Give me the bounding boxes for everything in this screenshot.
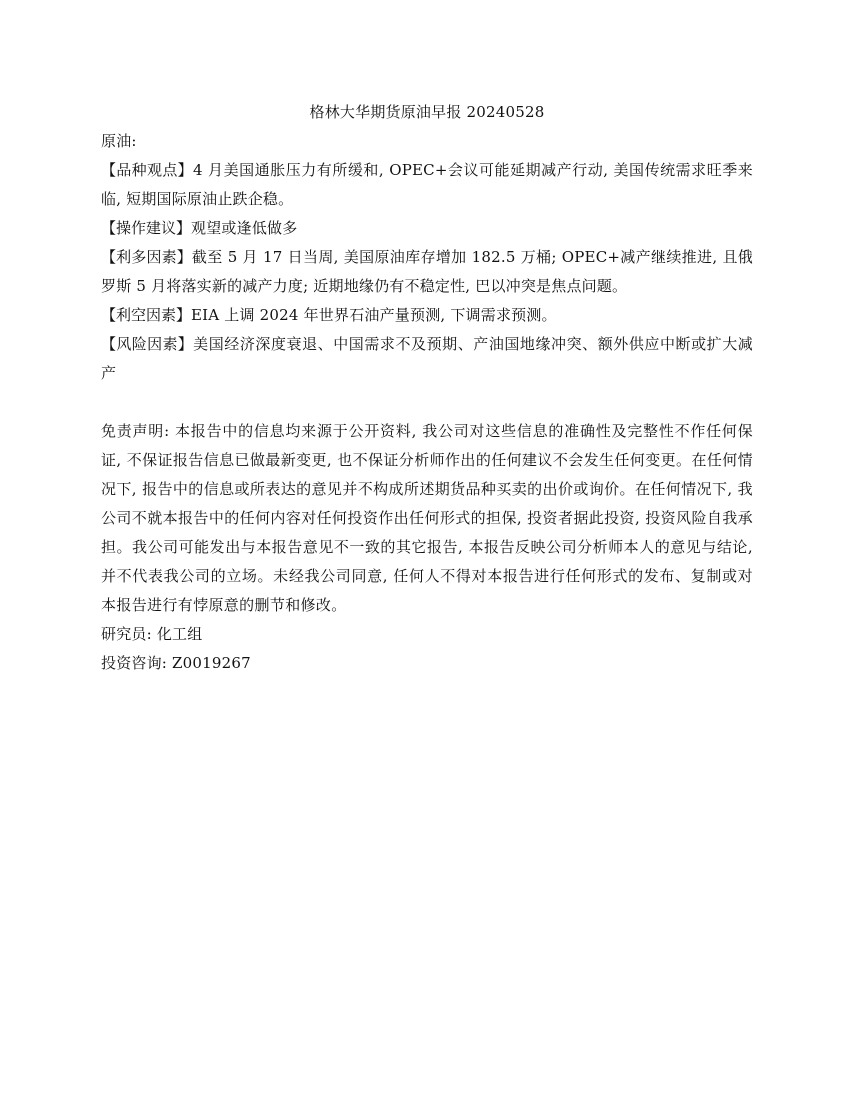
item-label: 【利多因素】 <box>101 248 192 266</box>
item-text: 美国经济深度衰退、中国需求不及预期、产油国地缘冲突、额外供应中断或扩大减产 <box>101 335 753 382</box>
consultation-line: 投资咨询: Z0019267 <box>101 654 251 672</box>
item-label: 【利空因素】 <box>101 306 192 324</box>
item-text: 观望或逢低做多 <box>191 219 298 237</box>
report-title: 格林大华期货原油早报 20240528 <box>309 103 545 121</box>
item-text: EIA 上调 2024 年世界石油产量预测, 下调需求预测。 <box>191 306 557 324</box>
document-body <box>101 98 753 678</box>
section-heading: 原油: <box>101 132 137 150</box>
item-text: 4 月美国通胀压力有所缓和, OPEC+会议可能延期减产行动, 美国传统需求旺季来临, 短期国际原油止跌企稳。 <box>101 161 753 208</box>
item-risk-factors <box>101 330 753 388</box>
item-label: 【风险因素】 <box>101 335 194 353</box>
item-bullish-factors <box>101 243 753 301</box>
item-bearish-factors <box>101 301 753 330</box>
item-label: 【品种观点】 <box>101 161 194 179</box>
blank-line <box>101 388 753 417</box>
item-operation-advice <box>101 214 753 243</box>
disclaimer-text: 免责声明: 本报告中的信息均来源于公开资料, 我公司对这些信息的准确性及完整性不作任何保证, 不保证报告信息已做最新变更, 也不保证分析师作出的任何建议不会发生任何变更。在任何情况下, 报告中的信息或所表达的意见并不构成所述期货品种买卖的出价或询价。在任何情况下, 我公司不就本报告中的任何内容对任何投资作出任何形式的担保, 投资者据此投资, 投资风险自我承担。我公司可能发出与本报告意见不一致的其它报告, 本报告反映公司分析师本人的意见与结论, 并不代表我公司的立场。未经我公司同意, 任何人不得对本报告进行任何形式的发布、复制或对本报告进行有悖原意的删节和修改。 <box>101 422 753 614</box>
item-text: 截至 5 月 17 日当周, 美国原油库存增加 182.5 万桶; OPEC+减产继续推进, 且俄罗斯 5 月将落实新的减产力度; 近期地缘仍有不稳定性, 巴以冲突是焦点问题。 <box>101 248 753 295</box>
researcher-line: 研究员: 化工组 <box>101 625 203 643</box>
item-variety-view <box>101 156 753 214</box>
item-label: 【操作建议】 <box>101 219 192 237</box>
